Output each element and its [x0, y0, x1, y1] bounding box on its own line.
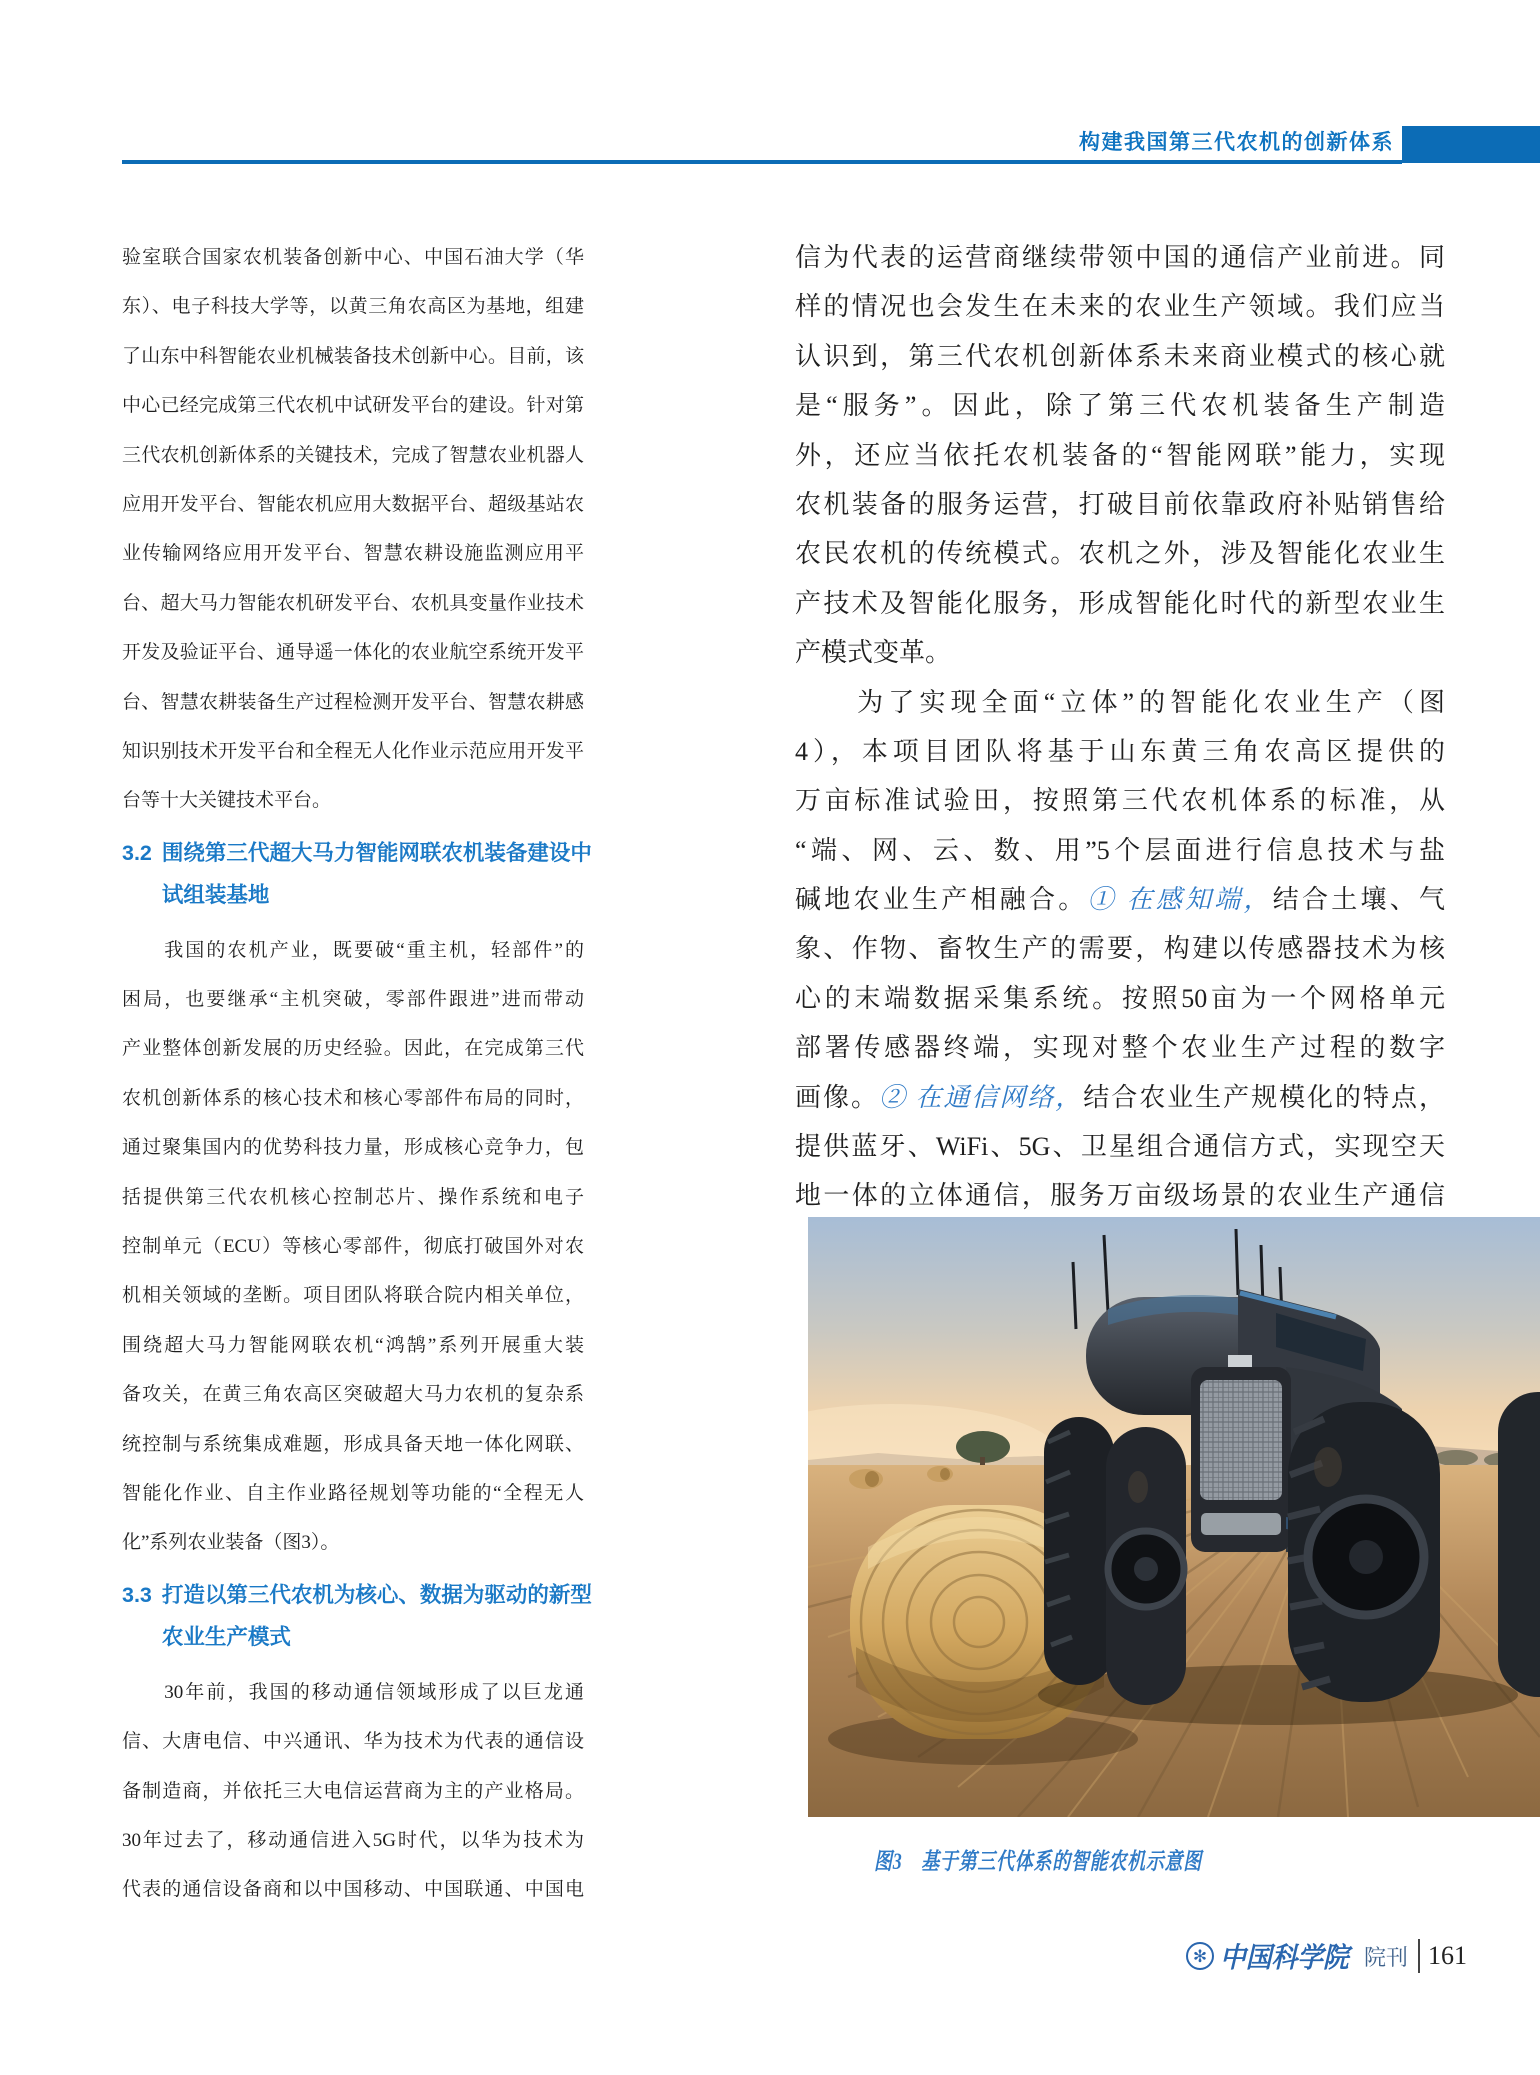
section-heading-3-3 [122, 1574, 592, 1658]
text-line: 外，还应当依托农机装备的“智能网联”能力，实现 [795, 440, 1445, 470]
text-line: 样的情况也会发生在未来的农业生产领域。我们应当 [795, 292, 1445, 322]
text-line: 代表的通信设备商和以中国移动、中国联通、中国电 [122, 1879, 584, 1901]
text-line: 化”系列农业装备（图3）。 [122, 1532, 340, 1554]
text-line: 了山东中科智能农业机械装备技术创新中心。目前，该 [122, 345, 584, 367]
text-line: 产模式变革。 [795, 638, 952, 668]
text-line: 产技术及智能化服务，形成智能化时代的新型农业生 [795, 588, 1445, 618]
paragraph [122, 926, 584, 1568]
text-line: 台、智慧农耕装备生产过程检测开发平台、智慧农耕感 [122, 691, 584, 713]
inline-text: 碱地农业生产相融合。 [795, 885, 1088, 915]
header-rule [122, 160, 1402, 164]
text-line: 农民农机的传统模式。农机之外，涉及智能化农业生 [795, 539, 1445, 569]
far-right-wheel [1498, 1392, 1540, 1697]
text-line: 30年前，我国的移动通信领域形成了以巨龙通 [122, 1681, 584, 1703]
text-line: 知识别技术开发平台和全程无人化作业示范应用开发平 [122, 740, 584, 762]
text-line: 产业整体创新发展的历史经验。因此，在完成第三代 [122, 1038, 584, 1060]
text-line: 中心已经完成第三代农机中试研发平台的建设。针对第 [122, 395, 584, 417]
text-line: 备制造商，并依托三大电信运营商为主的产业格局。 [122, 1780, 584, 1802]
text-line: “端、网、云、数、用”5个层面进行信息技术与盐 [795, 835, 1445, 865]
text-line: 台、超大马力智能农机研发平台、农机具变量作业技术 [122, 592, 584, 614]
text-line [795, 875, 1445, 924]
text-line: 农机创新体系的核心技术和核心零部件布局的同时， [122, 1087, 584, 1109]
figure-photo [808, 1217, 1540, 1817]
text-line: 4），本项目团队将基于山东黄三角农高区提供的 [795, 736, 1445, 766]
text-line: 三代农机创新体系的关键技术，完成了智慧农业机器人 [122, 444, 584, 466]
mud-spot [1314, 1447, 1342, 1487]
grille-mesh [1200, 1380, 1282, 1500]
text-line: 智能化作业、自主作业路径规划等功能的“全程无人 [122, 1482, 584, 1504]
header-blue-tab [1402, 126, 1540, 163]
text-line: 信为代表的运营商继续带领中国的通信产业前进。同 [795, 243, 1445, 272]
section-number: 3.2 [122, 840, 152, 865]
text-line: 控制单元（ECU）等核心零部件，彻底打破国外对农 [122, 1236, 584, 1258]
text-line: 部署传感器终端，实现对整个农业生产过程的数字 [795, 1033, 1445, 1063]
section-number: 3.3 [122, 1582, 152, 1607]
inline-text: 结合土壤、气 [1272, 885, 1445, 915]
text-line: 为了实现全面“立体”的智能化农业生产（图 [795, 687, 1445, 717]
text-line: 通过聚集国内的优势科技力量，形成核心竞争力，包 [122, 1137, 584, 1159]
text-line: 备攻关，在黄三角农高区突破超大马力农机的复杂系 [122, 1384, 584, 1406]
inline-emphasis: ② 在通信网络， [878, 1082, 1084, 1112]
front-bumper [1201, 1513, 1281, 1535]
right-wheel [1288, 1402, 1440, 1702]
text-line: 业传输网络应用开发平台、智慧农耕设施监测应用平 [122, 543, 584, 565]
text-line: 围绕超大马力智能网联农机“鸿鹄”系列开展重大装 [122, 1334, 584, 1356]
text-line: 地一体的立体通信，服务万亩级场景的农业生产通信 [795, 1181, 1445, 1211]
front-badge [1228, 1355, 1252, 1367]
footer [1186, 1936, 1467, 1976]
text-line: 验室联合国家农机装备创新中心、中国石油大学（华 [122, 247, 584, 268]
inline-text: 结合农业生产规模化的特点， [1083, 1082, 1445, 1112]
text-line [795, 1073, 1445, 1122]
mud-spot [1128, 1471, 1148, 1503]
text-line: 东）、电子科技大学等，以黄三角农高区为基地，组建 [122, 296, 584, 318]
section-heading-line: 围绕第三代超大马力智能网联农机装备建设中 [161, 840, 592, 865]
text-line: 农机装备的服务运营，打破目前依靠政府补贴销售给 [795, 489, 1445, 519]
text-line: 提供蓝牙、WiFi、5G、卫星组合通信方式，实现空天 [795, 1132, 1445, 1162]
right-column [795, 233, 1445, 1221]
text-line: 困局，也要继承“主机突破，零部件跟进”进而带动 [122, 989, 584, 1011]
text-line: 括提供第三代农机核心控制芯片、操作系统和电子 [122, 1186, 584, 1208]
page-number: 161 [1428, 1941, 1468, 1970]
journal-label: 院刊 [1364, 1944, 1409, 1970]
section-heading-3-2 [122, 832, 592, 916]
text-line: 我国的农机产业，既要破“重主机，轻部件”的 [122, 939, 584, 961]
paragraph [795, 233, 1445, 1221]
text-line: 应用开发平台、智能农机应用大数据平台、超级基站农 [122, 493, 584, 515]
text-line: 30年过去了，移动通信进入5G时代，以华为技术为 [122, 1829, 584, 1851]
paragraph [122, 1668, 584, 1915]
footer-divider [1418, 1939, 1420, 1973]
text-line: 信、大唐电信、中兴通讯、华为技术为代表的通信设 [122, 1731, 584, 1753]
figure-caption: 图3 基于第三代体系的智能农机示意图 [874, 1849, 1202, 1874]
section-heading-line: 打造以第三代农机为核心、数据为驱动的新型 [161, 1582, 592, 1607]
running-head-title: 构建我国第三代农机的创新体系 [1079, 131, 1394, 154]
text-line: 开发及验证平台、通导遥一体化的农业航空系统开发平 [122, 642, 584, 664]
text-line: 是“服务”。因此，除了第三代农机装备生产制造 [795, 391, 1445, 421]
inline-text: 画像。 [795, 1082, 879, 1112]
cas-emblem-icon: ✻ [1186, 1942, 1214, 1970]
left-wheel-pair [1044, 1417, 1186, 1705]
text-line: 机相关领域的垄断。项目团队将联合院内相关单位， [122, 1285, 584, 1307]
left-column [122, 233, 592, 1915]
text-line: 认识到，第三代农机创新体系未来商业模式的核心就 [795, 341, 1445, 371]
text-line: 万亩标准试验田，按照第三代农机体系的标准，从 [795, 786, 1445, 816]
text-line: 象、作物、畜牧生产的需要，构建以传感器技术为核 [795, 934, 1445, 964]
text-line: 心的末端数据采集系统。按照50亩为一个网格单元 [795, 983, 1445, 1013]
section-heading-line: 农业生产模式 [161, 1624, 291, 1649]
text-line: 台等十大关键技术平台。 [122, 790, 332, 812]
text-line: 统控制与系统集成难题，形成具备天地一体化网联、 [122, 1433, 584, 1455]
cas-brand: 中国科学院 [1220, 1943, 1349, 1974]
section-heading-line: 试组装基地 [161, 882, 270, 907]
paragraph [122, 233, 584, 826]
inline-emphasis: ① 在感知端， [1087, 885, 1273, 915]
